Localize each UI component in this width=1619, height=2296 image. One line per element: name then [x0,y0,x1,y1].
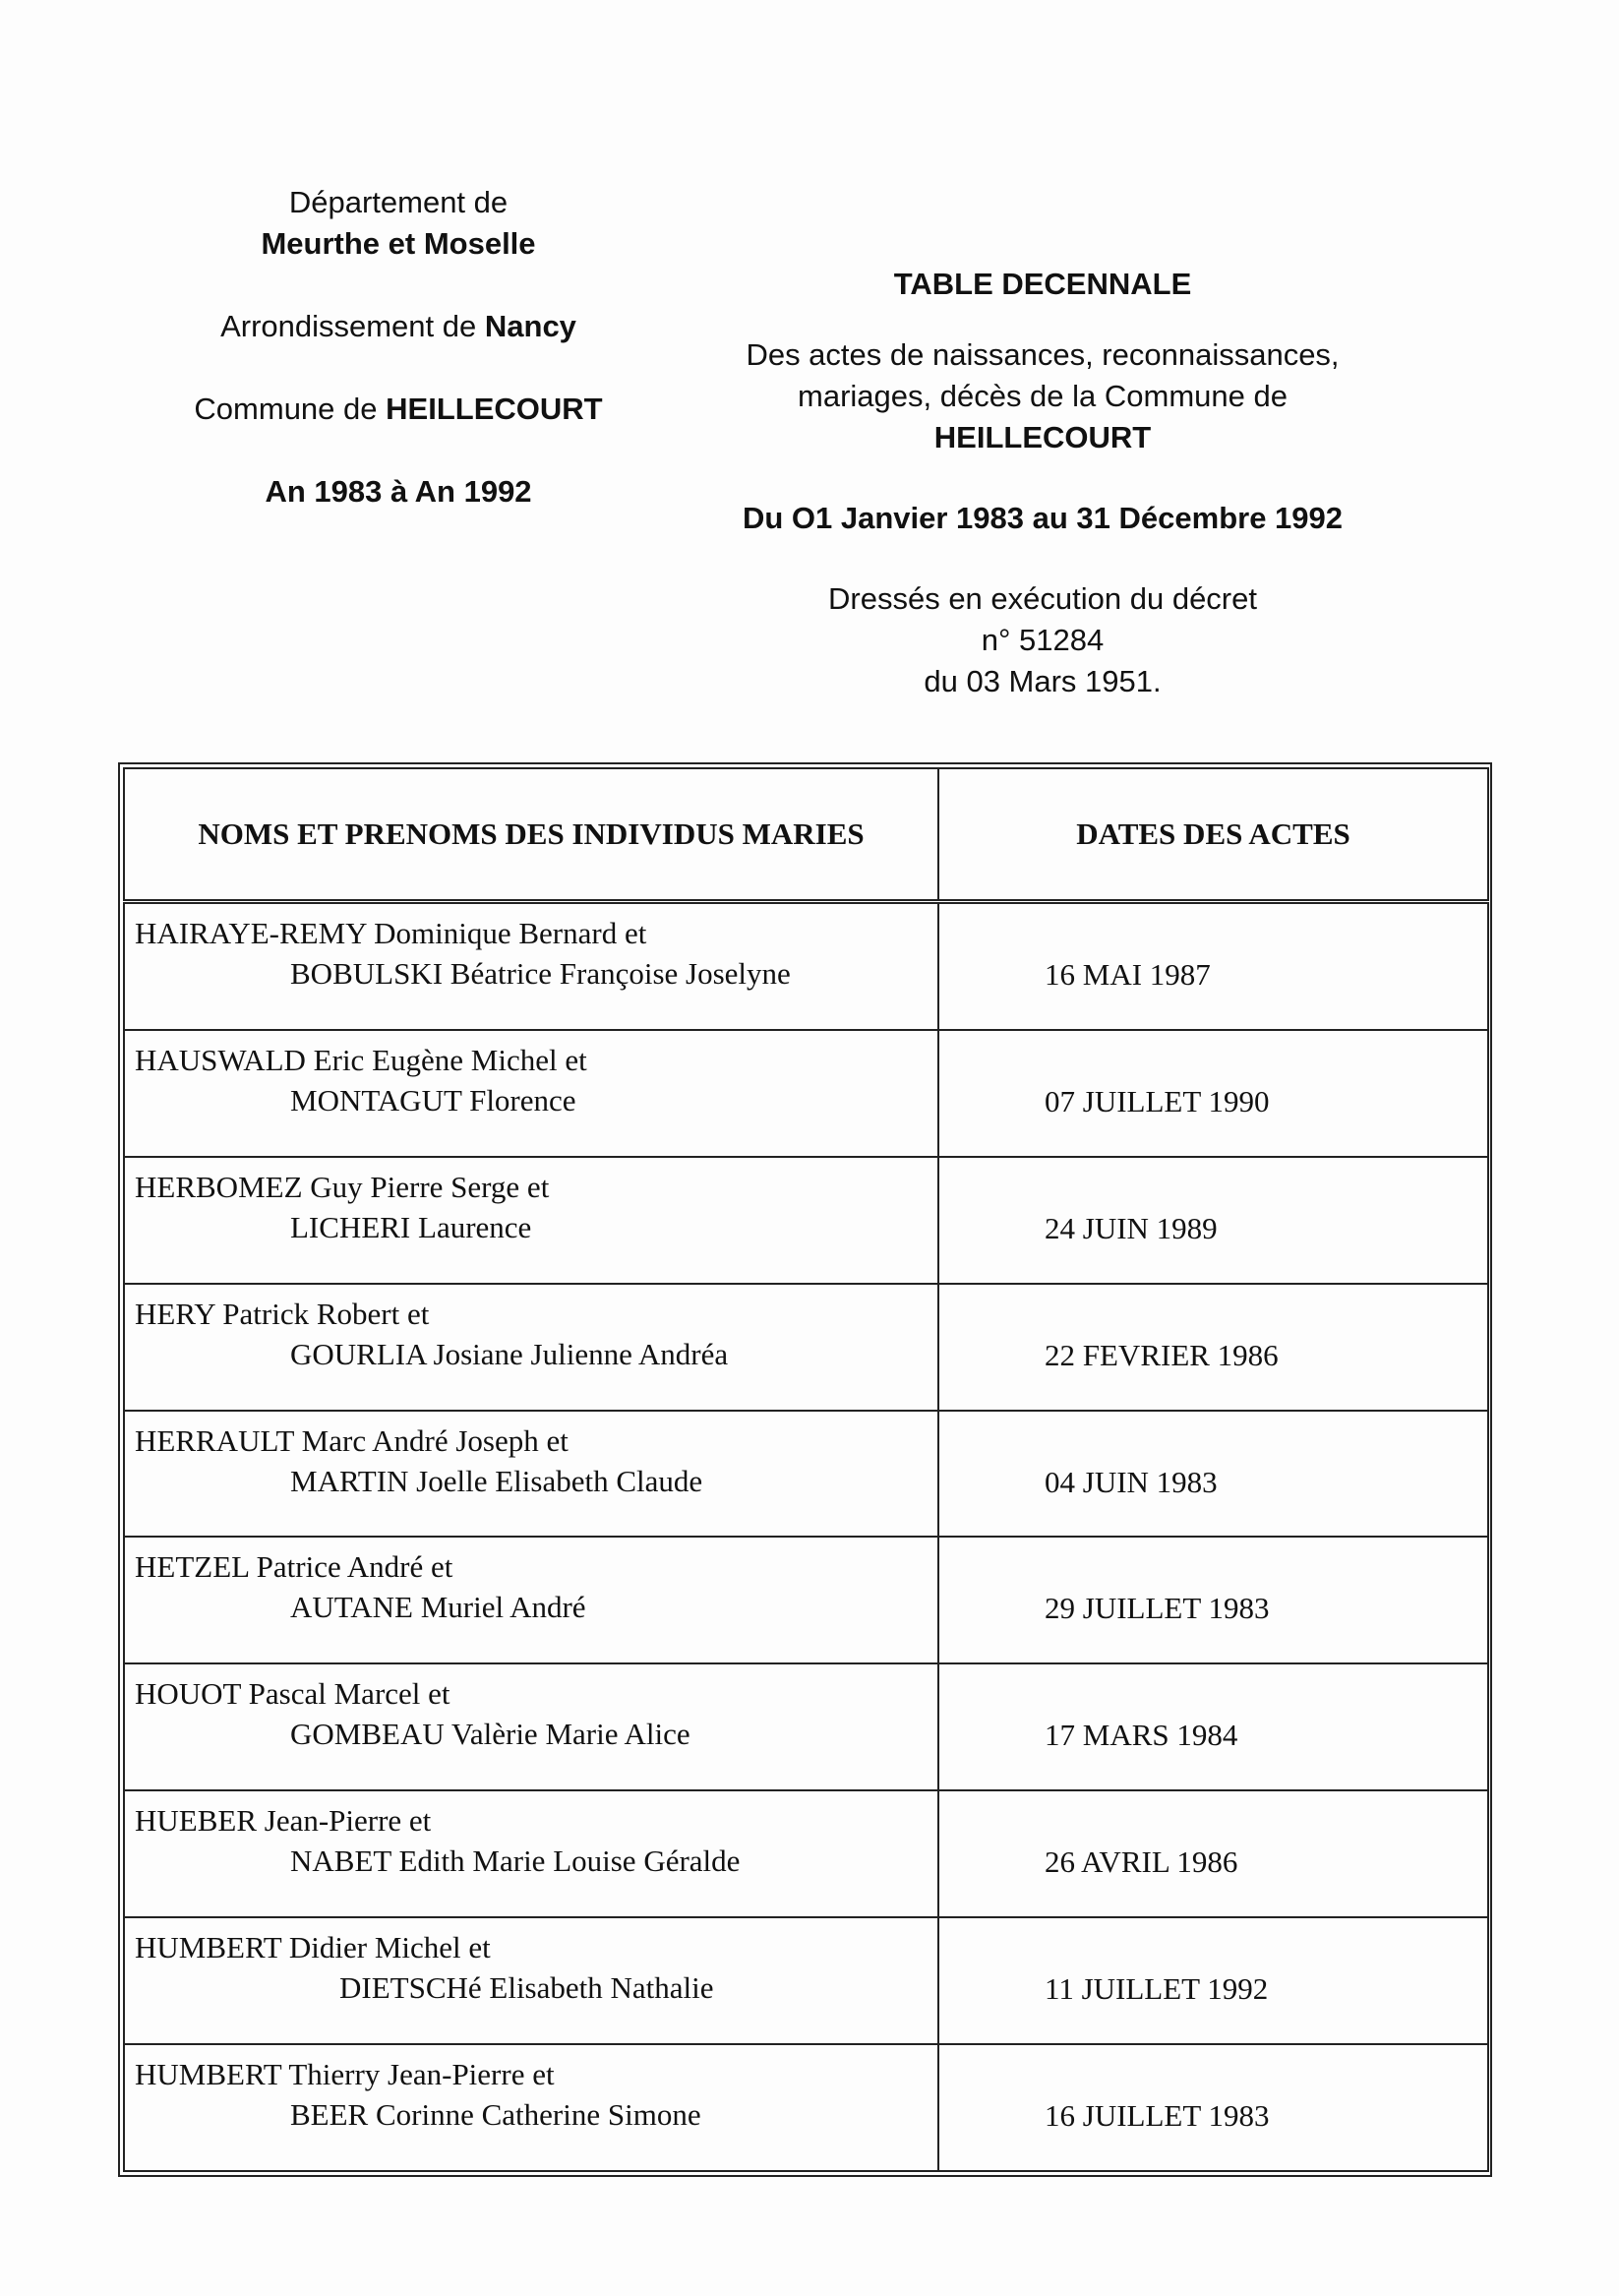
spouse-2: DIETSCHé Elisabeth Nathalie [339,1970,714,2006]
act-date: 16 JUILLET 1983 [1045,2098,1270,2134]
period-label: An 1983 à An 1992 [265,474,532,509]
names-cell [124,1411,938,1538]
spouse-2: MARTIN Joelle Elisabeth Claude [290,1463,703,1498]
act-date: 26 AVRIL 1986 [1045,1844,1238,1880]
act-date: 16 MAI 1987 [1045,957,1211,992]
names-cell [124,902,938,1030]
table-row [124,1284,1488,1411]
table-row [124,1157,1488,1284]
spouse-1: HERY Patrick Robert et [135,1296,430,1331]
act-date: 22 FEVRIER 1986 [1045,1337,1279,1372]
names-cell [124,1030,938,1157]
names-cell [124,1663,938,1790]
date-cell [938,1157,1488,1284]
description-line-2: mariages, décès de la Commune de [798,379,1288,413]
spouse-1: HAUSWALD Eric Eugène Michel et [135,1042,587,1077]
spouse-1: HUMBERT Thierry Jean-Pierre et [135,2057,555,2092]
table-body [124,902,1488,2172]
arrondissement-line [148,306,649,347]
decree-line-1: Dressés en exécution du décret [828,581,1257,616]
table-row [124,1663,1488,1790]
commune-prefix: Commune de [194,392,387,426]
table-row [124,2044,1488,2171]
date-cell [938,1411,1488,1538]
document-header-left [148,182,649,513]
table-header-row [124,768,1488,902]
spouse-2: NABET Edith Marie Louise Géralde [290,1843,741,1879]
act-date: 24 JUIN 1989 [1045,1210,1218,1245]
table-row [124,1917,1488,2044]
spouse-1: HUEBER Jean-Pierre et [135,1803,432,1839]
spouse-2: AUTANE Muriel André [290,1590,586,1625]
arrondissement-prefix: Arrondissement de [220,309,485,343]
date-cell [938,1790,1488,1917]
act-date: 04 JUIN 1983 [1045,1464,1218,1499]
date-cell [938,1284,1488,1411]
marriage-register-table [123,767,1489,2172]
names-cell [124,1157,938,1284]
spouse-1: HUMBERT Didier Michel et [135,1930,491,1965]
date-cell [938,1663,1488,1790]
date-cell [938,2044,1488,2171]
spouse-2: MONTAGUT Florence [290,1082,576,1118]
table-row [124,1537,1488,1663]
date-cell [938,1917,1488,2044]
act-date: 11 JUILLET 1992 [1045,1971,1269,2007]
date-cell [938,902,1488,1030]
description-line-1: Des actes de naissances, reconnaissances, [746,337,1340,372]
act-date: 29 JUILLET 1983 [1045,1591,1270,1626]
document-header-right [708,264,1377,702]
document-title: TABLE DECENNALE [893,267,1192,301]
spouse-2: GOMBEAU Valèrie Marie Alice [290,1717,690,1752]
date-cell [938,1030,1488,1157]
spouse-1: HERRAULT Marc André Joseph et [135,1422,569,1458]
names-cell [124,2044,938,2171]
date-range: Du O1 Janvier 1983 au 31 Décembre 1992 [742,501,1344,535]
names-cell [124,1537,938,1663]
date-cell [938,1537,1488,1663]
names-cell [124,1917,938,2044]
arrondissement-name: Nancy [484,309,576,343]
table-row [124,902,1488,1030]
decree-number: n° 51284 [981,623,1105,657]
spouse-1: HERBOMEZ Guy Pierre Serge et [135,1169,550,1204]
act-date: 17 MARS 1984 [1045,1718,1238,1753]
spouse-1: HOUOT Pascal Marcel et [135,1676,450,1712]
names-cell [124,1790,938,1917]
department-name: Meurthe et Moselle [261,226,536,261]
act-date: 07 JUILLET 1990 [1045,1083,1270,1118]
spouse-2: BOBULSKI Béatrice Françoise Joselyne [290,956,791,991]
commune-name: HEILLECOURT [386,392,603,426]
spouse-1: HAIRAYE-REMY Dominique Bernard et [135,916,647,950]
spouse-1: HETZEL Patrice André et [135,1549,453,1585]
spouse-2: LICHERI Laurence [290,1209,532,1244]
names-cell [124,1284,938,1411]
table-row [124,1411,1488,1538]
spouse-2: BEER Corinne Catherine Simone [290,2097,701,2133]
description-commune: HEILLECOURT [933,420,1152,454]
marriage-register-table-frame [118,762,1492,2177]
column-header-names: NOMS ET PRENOMS DES INDIVIDUS MARIES [124,768,938,902]
decree-date: du 03 Mars 1951. [924,664,1162,698]
spouse-2: GOURLIA Josiane Julienne Andréa [290,1336,729,1371]
table-row [124,1030,1488,1157]
commune-line [148,389,649,430]
table-row [124,1790,1488,1917]
column-header-dates: DATES DES ACTES [938,768,1488,902]
department-label: Département de [288,185,509,219]
